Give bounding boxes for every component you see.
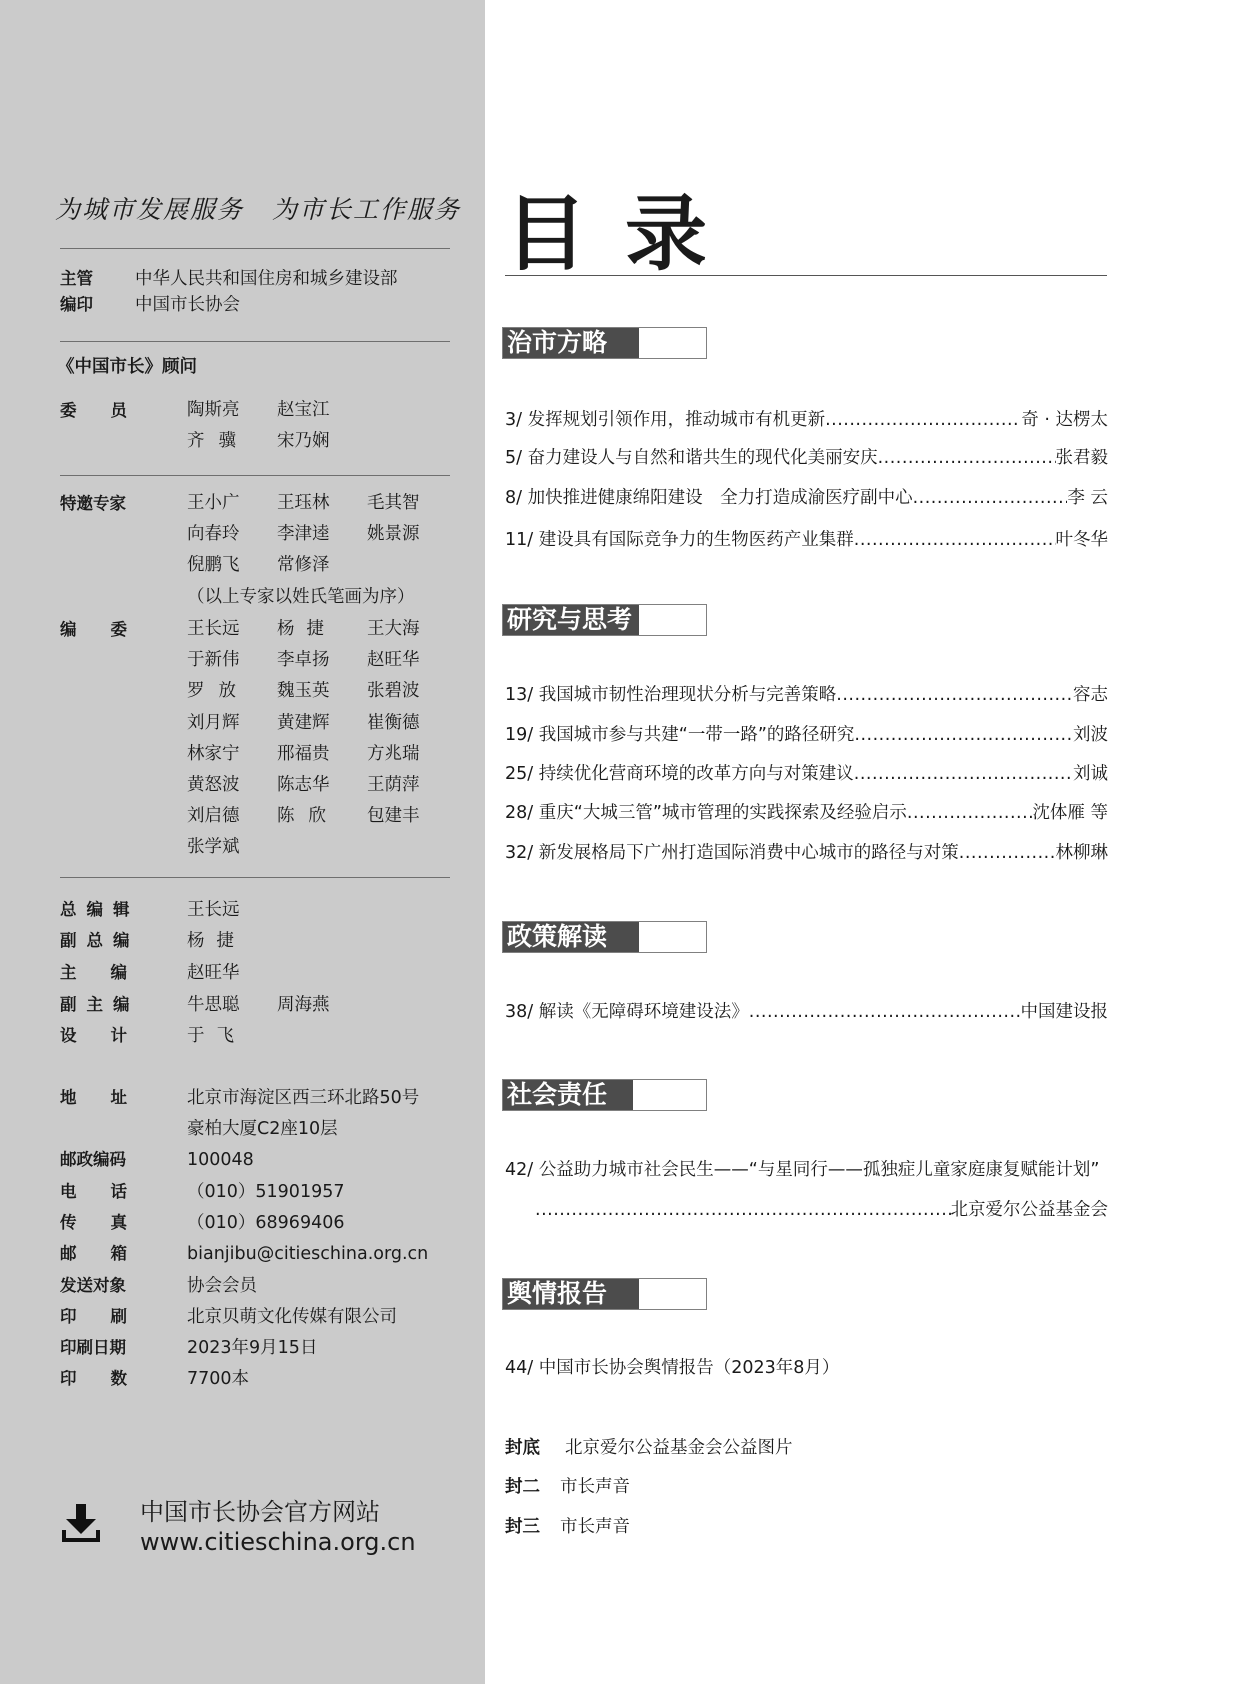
toc-entry[interactable]: 38/ 解读《无障碍环境建设法》 ..... 中国建设报 — [505, 999, 1108, 1025]
toc-entry[interactable]: 5/ 奋力建设人与自然和谐共生的现代化美丽安庆 ..... 张君毅 — [505, 445, 1108, 471]
title-underline — [505, 275, 1107, 276]
toc-entry[interactable]: 3/ 发挥规划引领作用，推动城市有机更新 ..... 奇 · 达楞太 — [505, 407, 1108, 433]
section-header: 社会责任 — [502, 1079, 707, 1111]
website-block — [140, 1497, 416, 1557]
toc-title: 目录 — [505, 187, 746, 282]
toc-entry[interactable]: 28/ 重庆“大城三管”城市管理的实践探索及经验启示 ..... 沈体雁 等 — [505, 800, 1108, 826]
website-url[interactable]: www.citieschina.org.cn — [140, 1528, 416, 1556]
divider — [60, 248, 450, 249]
divider — [60, 877, 450, 878]
download-icon — [60, 1502, 102, 1544]
toc-entry[interactable]: 8/ 加快推进健康绵阳建设 全力打造成渝医疗副中心 ..... 李 云 — [505, 485, 1108, 511]
slogan: 为城市发展服务 为市长工作服务 — [55, 195, 462, 224]
cover-item: 封底 北京爱尔公益基金会公益图片 — [505, 1438, 793, 1458]
experts-names: 王小广 王珏林 毛其智 向春玲 李津逵 姚景源 倪鹏飞 常修泽 （以上专家以姓氏笔画为序） — [187, 488, 457, 613]
toc-entry[interactable]: 32/ 新发展格局下广州打造国际消费中心城市的路径与对策 ..... 林柳琳 — [505, 840, 1108, 866]
section-header: 舆情报告 — [502, 1278, 707, 1310]
toc-entry[interactable]: 19/ 我国城市参与共建“一带一路”的路径研究 ..... 刘波 — [505, 722, 1108, 748]
website-label: 中国市长协会官方网站 — [140, 1498, 380, 1526]
toc-entry[interactable]: 44/ 中国市长协会舆情报告（2023年8月） — [505, 1358, 840, 1378]
section-header: 治市方略 — [502, 327, 707, 359]
left-panel: 为城市发展服务 为市长工作服务 主管 中华人民共和国住房和城乡建设部 编印 中国市长协会 《中国市长》顾问 委员 陶斯亮 赵宝江 齐骥 宋乃娴 特邀专家 王小广 王珏林 毛其智 向春玲 李津逵 姚景源 倪鹏飞 常修泽 （以上专家以姓氏笔画为序） 编委 王长远 杨捷 王大海 于新伟 李卓扬 赵旺华 罗放 魏玉英 张碧波 刘月辉 黄建辉 崔衡德 林家宁 邢福贵 方兆瑞 黄怒波 陈志华 王荫萍 刘启德 陈欣 包建丰 张学斌 总编辑 王长远 副总编 杨捷 主编 赵旺华 副主编 牛思聪 周海燕 设计 于飞 地址 北京市海淀区西三环北路50号 豪柏大厦C2座10层 邮政编码 100048 电话 （010）51901957 传真 （010）68969406 邮箱 bianjibu@citieschina.org.cn 发送对象 协会会员 印刷 北京贝萌文化传媒有限公司 印刷日期 2023年9月15日 印数 7700本 中国市长协会官方网站 www.citieschina.org.cn — [0, 0, 485, 1684]
section-header: 政策解读 — [502, 921, 707, 953]
toc-entry[interactable]: 25/ 持续优化营商环境的改革方向与对策建议 ..... 刘诚 — [505, 761, 1108, 787]
toc-entry-continuation[interactable]: ..... 北京爱尔公益基金会 — [535, 1197, 1108, 1223]
toc-entry[interactable]: 13/ 我国城市韧性治理现状分析与完善策略 ..... 容志 — [505, 682, 1108, 708]
cover-item: 封二 市长声音 — [505, 1477, 630, 1497]
section-header: 研究与思考 — [502, 604, 707, 636]
committee-names: 陶斯亮 赵宝江 齐骥 宋乃娴 — [187, 400, 330, 452]
divider — [60, 475, 450, 476]
toc-entry[interactable]: 11/ 建设具有国际竞争力的生物医药产业集群 ..... 叶冬华 — [505, 527, 1108, 553]
cover-item: 封三 市长声音 — [505, 1517, 630, 1537]
divider — [60, 341, 450, 342]
toc-panel — [485, 0, 1241, 1684]
toc-entry[interactable]: 42/ 公益助力城市社会民生——“与星同行——孤独症儿童家庭康复赋能计划” — [505, 1160, 1100, 1180]
experts-note: （以上专家以姓氏笔画为序） — [187, 586, 415, 607]
board-names: 王长远 杨捷 王大海 于新伟 李卓扬 赵旺华 罗放 魏玉英 张碧波 刘月辉 黄建辉 崔衡德 林家宁 邢福贵 方兆瑞 黄怒波 陈志华 王荫萍 刘启德 陈欣 包建丰 张学斌 — [187, 619, 420, 858]
